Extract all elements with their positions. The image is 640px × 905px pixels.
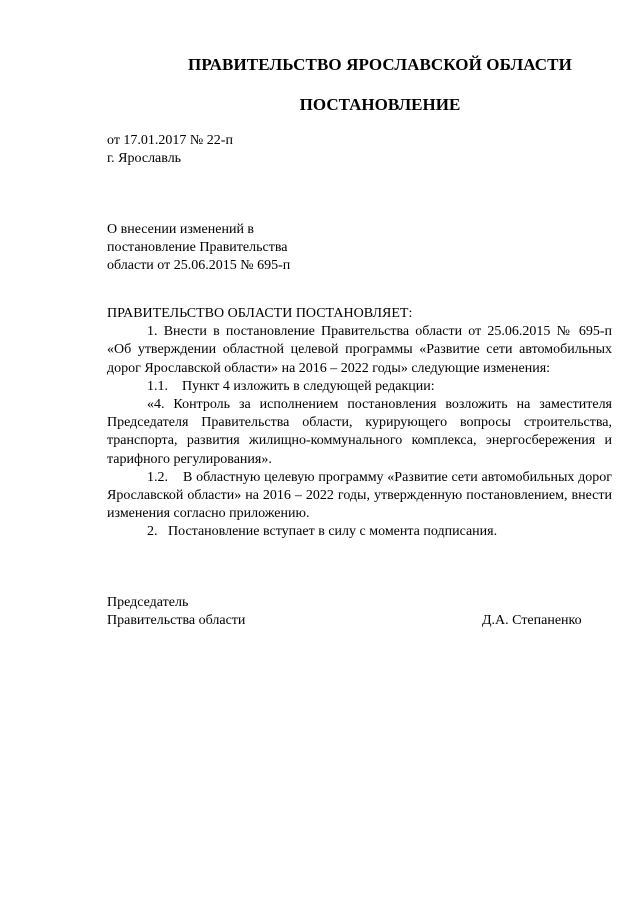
document-type-title: ПОСТАНОВЛЕНИЕ (299, 95, 461, 114)
signatory-name: Д.А. Степаненко (482, 613, 582, 628)
date-number: от 17.01.2017 № 22-п (107, 133, 233, 148)
signature-position (107, 594, 245, 630)
subject-line-3: области от 25.06.2015 № 695-п (107, 258, 291, 273)
item-1: 1. Внести в постановление Правительства области от 25.06.2015 № 695-п «Об утверждении областной целевой программы «Развитие сети автомобильных дорог Ярославской области» на 2016 – 2022 годы» следующие изменения: (107, 324, 612, 376)
city: г. Ярославль (107, 151, 182, 166)
government-title: ПРАВИТЕЛЬСТВО ЯРОСЛАВСКОЙ ОБЛАСТИ (188, 55, 572, 74)
item-1-1: 1.1. Пункт 4 изложить в следующей редакции: (147, 378, 435, 394)
decree-statement: ПРАВИТЕЛЬСТВО ОБЛАСТИ ПОСТАНОВЛЯЕТ: (107, 306, 413, 321)
signature-position-line-2: Правительства области (107, 613, 246, 628)
decree-body (107, 305, 616, 542)
signature-position-line-1: Председатель (107, 595, 189, 610)
subject-line-1: О внесении изменений в (107, 222, 255, 237)
item-2: 2. Постановление вступает в силу с момента подписания. (147, 524, 498, 540)
subject-line-2: постановление Правительства (107, 240, 288, 255)
item-1-2: 1.2. В областную целевую программу «Развитие сети автомобильных дорог Ярославской области» на 2016 – 2022 годы, утвержденную постановлением, внести изменения согласно приложению. (107, 469, 616, 522)
item-1-1-text: «4. Контроль за исполнением постановления возложить на заместителя Председателя Правительства области, курирующего вопросы строительства, транспорта, развития жилищно-коммунального комплекса, энергосбережения и тарифного регулирования». (107, 397, 612, 467)
